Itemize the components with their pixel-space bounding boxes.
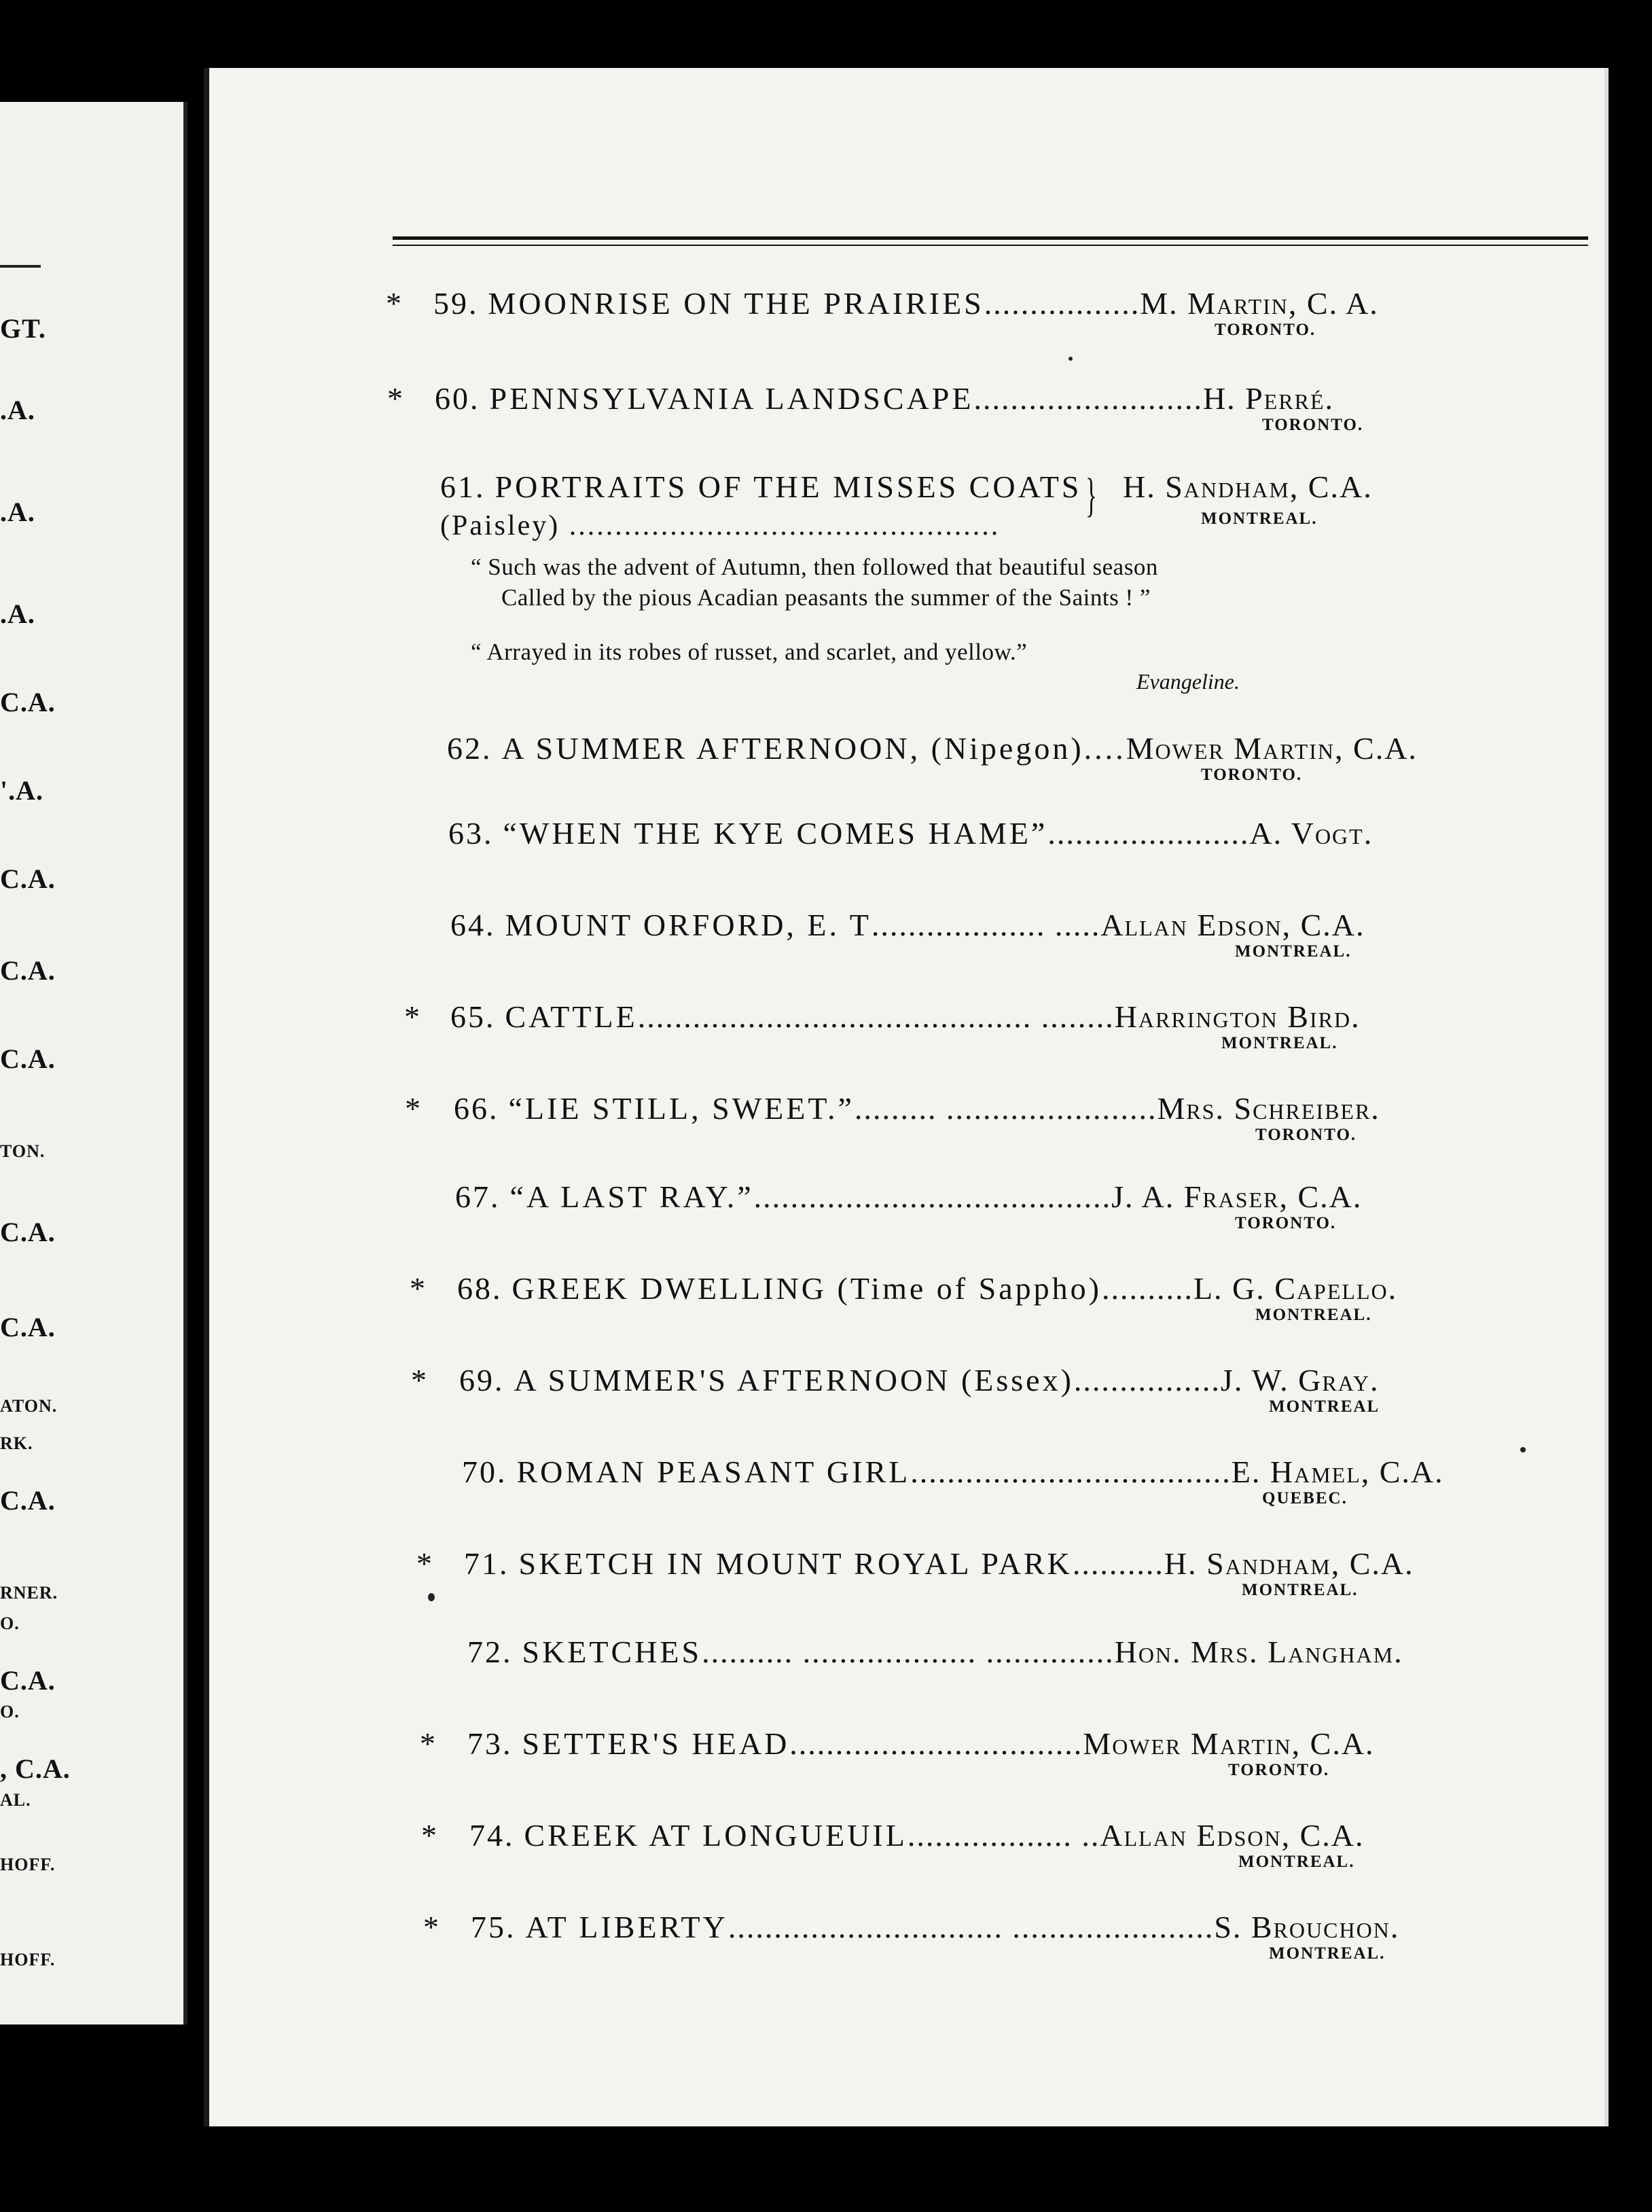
- entry-artist: L. G. Capello.: [1193, 1271, 1398, 1306]
- entry-title: GREEK DWELLING (Time of Sappho): [511, 1271, 1102, 1306]
- leader-dots: .......................................: [753, 1179, 1112, 1214]
- entry-number: 59.: [433, 286, 479, 321]
- entry-city: QUEBEC.: [1262, 1489, 1348, 1508]
- entry-artist: E. Hamel, C.A.: [1231, 1455, 1444, 1489]
- catalogue-entry: [209, 469, 1609, 557]
- catalogue-entry: [209, 999, 1609, 1060]
- catalogue-entry: [209, 1726, 1609, 1787]
- entry-city: MONTREAL.: [1269, 1944, 1386, 1963]
- entry-number: 62.: [447, 731, 492, 766]
- entry-title: ROMAN PEASANT GIRL: [516, 1455, 911, 1489]
- catalogue-entry: [209, 1090, 1609, 1152]
- previous-page-fragment: , C.A.: [0, 1753, 71, 1784]
- previous-page-fragment: C.A.: [0, 1312, 56, 1342]
- leader-dots: ................: [1073, 1363, 1221, 1397]
- entry-number: 73.: [467, 1726, 513, 1761]
- previous-page-fragment: O.: [0, 1702, 20, 1722]
- previous-page-fragment: GT.: [0, 313, 46, 344]
- entry-city: TORONTO.: [1215, 321, 1316, 339]
- entry-number: 61.: [440, 469, 486, 504]
- previous-page-fragment: C.A.: [0, 863, 56, 894]
- entry-subline: (Paisley) ...............................................: [440, 510, 1001, 541]
- previous-page-fragment: C.A.: [0, 955, 56, 986]
- catalogue-entry: [209, 1179, 1609, 1240]
- entry-city: MONTREAL.: [1238, 1853, 1355, 1871]
- entry-city: MONTREAL.: [1221, 1034, 1338, 1052]
- leader-dots: ................... .....: [871, 908, 1101, 942]
- catalogue-entry: [209, 1270, 1609, 1332]
- entry-artist: Mower Martin, C.A.: [1083, 1726, 1375, 1761]
- leader-dots: ...................................: [910, 1455, 1232, 1489]
- leader-dots: .......... ................... ..............: [702, 1635, 1115, 1669]
- scan-speck: [1520, 1447, 1526, 1452]
- entry-title: “LIE STILL, SWEET.”: [508, 1091, 855, 1126]
- entry-number: 67.: [455, 1179, 501, 1214]
- entry-title: MOONRISE ON THE PRAIRIES: [488, 286, 984, 321]
- leader-dots: ......... .......................: [854, 1091, 1157, 1126]
- previous-page-fragment: HOFF.: [0, 1855, 56, 1874]
- catalogue-entry: [209, 380, 1609, 442]
- entry-title: PORTRAITS OF THE MISSES COATS: [495, 469, 1082, 504]
- catalogue-entry: [209, 1817, 1609, 1878]
- entry-artist: Harrington Bird.: [1114, 999, 1361, 1034]
- entry-city: MONTREAL.: [1201, 510, 1318, 528]
- entry-city: MONTREAL: [1269, 1397, 1380, 1416]
- entry-city: TORONTO.: [1201, 766, 1303, 784]
- entry-artist: A. Vogt.: [1249, 816, 1373, 851]
- previous-page-fragment: '.A.: [0, 775, 43, 806]
- catalogue-entry: [209, 1454, 1609, 1515]
- entry-artist: Hon. Mrs. Langham.: [1114, 1635, 1403, 1669]
- entry-artist: M. Martin, C. A.: [1140, 286, 1379, 321]
- asterisk-mark: *: [410, 1271, 425, 1306]
- previous-page-fragment: C.A.: [0, 687, 56, 717]
- previous-page-fragment: C.A.: [0, 1217, 56, 1247]
- entry-city: MONTREAL.: [1242, 1581, 1359, 1599]
- entry-city: TORONTO.: [1228, 1761, 1330, 1779]
- previous-page-fragment: RK.: [0, 1433, 33, 1453]
- leader-dots: ................................: [789, 1726, 1083, 1761]
- asterisk-mark: *: [411, 1363, 427, 1397]
- entry-title: CREEK AT LONGUEUIL: [524, 1818, 908, 1853]
- leader-dots: ..........: [1072, 1546, 1164, 1581]
- entry-artist: S. Brouchon.: [1214, 1910, 1400, 1944]
- entry-number: 60.: [435, 381, 480, 416]
- previous-page-fragment: RNER.: [0, 1583, 58, 1603]
- entry-city: TORONTO.: [1235, 1214, 1337, 1232]
- previous-page-fragment: C.A.: [0, 1043, 56, 1074]
- asterisk-mark: *: [405, 1091, 420, 1126]
- asterisk-mark: *: [416, 1546, 432, 1581]
- leader-dots: .................: [984, 286, 1141, 321]
- entry-artist: Mower Martin, C.A.: [1126, 731, 1418, 766]
- previous-page-fragment: C.A.: [0, 1485, 56, 1516]
- entry-number: 64.: [450, 908, 496, 942]
- entry-city: TORONTO.: [1262, 416, 1364, 434]
- entry-number: 72.: [467, 1635, 513, 1669]
- catalogue-page: [204, 68, 1609, 2126]
- entry-artist: Mrs. Schreiber.: [1157, 1091, 1380, 1126]
- header-rule: [393, 236, 1588, 240]
- entry-title: A SUMMER AFTERNOON, (Nipegon)....: [501, 731, 1126, 766]
- entry-number: 70.: [462, 1455, 507, 1489]
- entry-title: SKETCHES: [522, 1635, 702, 1669]
- catalogue-entry: [209, 907, 1609, 968]
- entry-artist: J. A. Fraser, C.A.: [1111, 1179, 1363, 1214]
- previous-page-fragment: O.: [0, 1613, 20, 1633]
- entry-title: “A LAST RAY.”: [509, 1179, 754, 1214]
- entry-title: MOUNT ORFORD, E. T: [505, 908, 872, 942]
- asterisk-mark: *: [420, 1726, 435, 1761]
- catalogue-entry: [209, 1362, 1609, 1423]
- asterisk-mark: *: [387, 381, 403, 416]
- header-rule-thin: [393, 245, 1588, 246]
- entry-artist: Allan Edson, C.A.: [1100, 908, 1365, 942]
- entry-artist: H. Perré.: [1202, 381, 1335, 416]
- previous-page-fragment: C.A.: [0, 1665, 56, 1696]
- asterisk-mark: *: [423, 1910, 439, 1944]
- catalogue-entry: [209, 1634, 1609, 1695]
- entry-artist: Allan Edson, C.A.: [1100, 1818, 1365, 1853]
- previous-page-fragment: .A.: [0, 395, 35, 425]
- brace-mark: }: [1085, 469, 1097, 522]
- leader-dots: .........................: [973, 381, 1203, 416]
- asterisk-mark: *: [386, 286, 401, 321]
- quote-line: “ Arrayed in its robes of russet, and scarlet, and yellow.”: [471, 639, 1028, 665]
- entry-number: 74.: [469, 1818, 515, 1853]
- catalogue-entry: [209, 285, 1609, 346]
- previous-page-fragment: ATON.: [0, 1396, 58, 1416]
- asterisk-mark: *: [421, 1818, 437, 1853]
- previous-page-edge: [0, 102, 187, 2024]
- scan-speck: [428, 1593, 435, 1601]
- previous-page-fragment: .A.: [0, 497, 35, 527]
- previous-page-fragment: TON.: [0, 1141, 46, 1161]
- entry-artist: H. Sandham, C.A.: [1123, 469, 1373, 504]
- quote-line: Called by the pious Acadian peasants the summer of the Saints ! ”: [501, 584, 1151, 611]
- catalogue-entry: [209, 730, 1609, 791]
- entry-title: AT LIBERTY: [525, 1910, 728, 1944]
- entry-city: MONTREAL.: [1255, 1306, 1372, 1324]
- previous-page-fragment: AL.: [0, 1790, 31, 1810]
- entry-number: 71.: [464, 1546, 509, 1581]
- entry-number: 66.: [454, 1091, 499, 1126]
- catalogue-entry: [209, 1546, 1609, 1607]
- leader-dots: .................. ..: [907, 1818, 1100, 1853]
- entry-number: 69.: [459, 1363, 505, 1397]
- entry-title: “WHEN THE KYE COMES HAME”: [503, 816, 1048, 851]
- previous-page-rule: [0, 265, 41, 268]
- asterisk-mark: *: [404, 999, 420, 1034]
- entry-title: SETTER'S HEAD: [522, 1726, 790, 1761]
- entry-title: SKETCH IN MOUNT ROYAL PARK: [518, 1546, 1073, 1581]
- catalogue-entry: [209, 1909, 1609, 1970]
- previous-page-fragment: .A.: [0, 599, 35, 629]
- entry-city: TORONTO.: [1255, 1126, 1357, 1144]
- entry-artist: H. Sandham, C.A.: [1164, 1546, 1414, 1581]
- catalogue-entry: [209, 815, 1609, 876]
- entry-number: 65.: [450, 999, 496, 1034]
- entry-artist: J. W. Gray.: [1220, 1363, 1380, 1397]
- entry-number: 63.: [448, 816, 494, 851]
- leader-dots: ..........: [1101, 1271, 1193, 1306]
- quote-source: Evangeline.: [1136, 669, 1240, 694]
- entry-number: 75.: [471, 1910, 516, 1944]
- entry-number: 68.: [457, 1271, 503, 1306]
- entry-title: CATTLE: [505, 999, 638, 1034]
- scan-speck: [1069, 357, 1073, 361]
- leader-dots: .............................. ......................: [728, 1910, 1215, 1944]
- entry-title: PENNSYLVANIA LANDSCAPE: [489, 381, 974, 416]
- leader-dots: ......................: [1047, 816, 1250, 851]
- entry-title: A SUMMER'S AFTERNOON (Essex): [514, 1363, 1074, 1397]
- entry-city: MONTREAL.: [1235, 942, 1352, 961]
- leader-dots: ........................................... ........: [637, 999, 1115, 1034]
- previous-page-fragment: HOFF.: [0, 1950, 56, 1969]
- quote-line: “ Such was the advent of Autumn, then followed that beautiful season: [471, 554, 1158, 580]
